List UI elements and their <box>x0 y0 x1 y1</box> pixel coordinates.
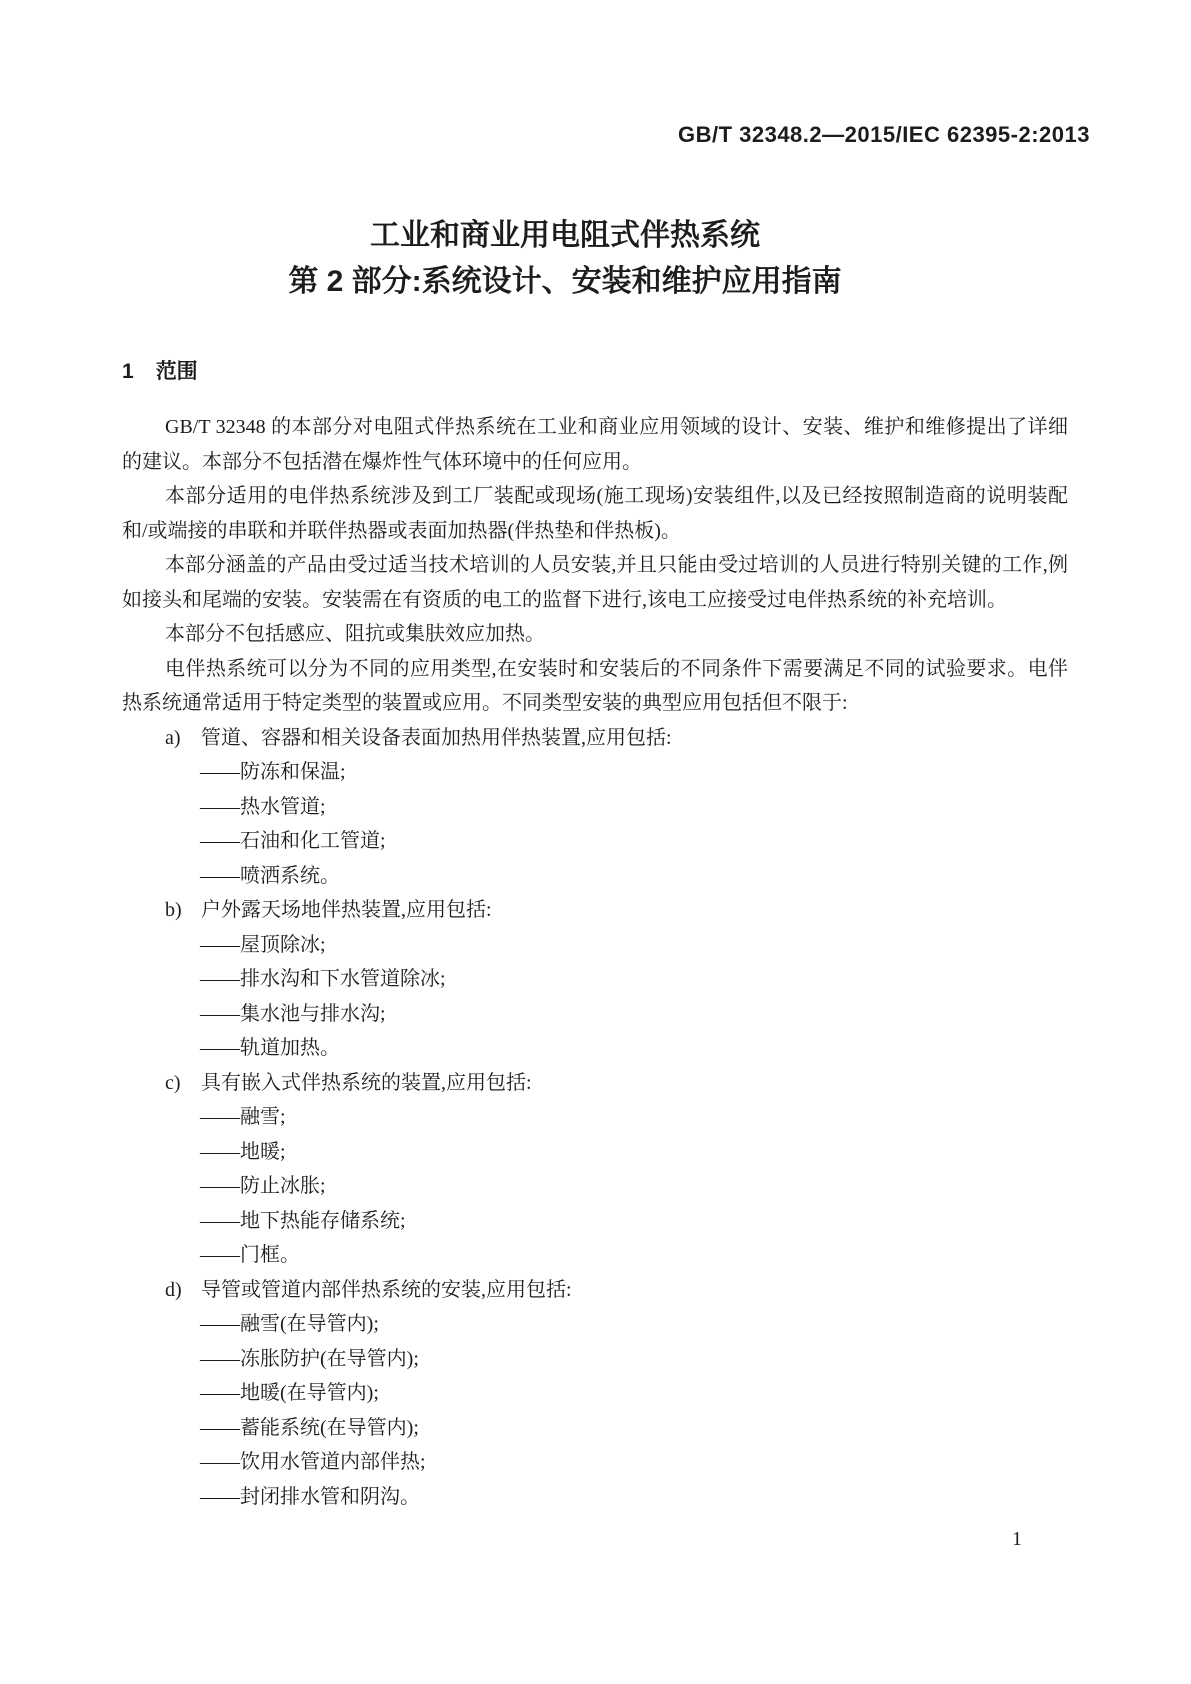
sub-item: ——轨道加热。 <box>200 1037 340 1059</box>
list-item-d-head <box>122 1273 1068 1308</box>
sub-item: ——集水池与排水沟; <box>200 1002 386 1025</box>
list-item-b-head <box>122 893 1068 928</box>
list-item-a <box>122 721 1068 894</box>
sub-item: ——地暖(在导管内); <box>200 1382 379 1404</box>
sub-item: ——喷洒系统。 <box>200 864 340 887</box>
list-item-b-label: b) <box>165 899 182 921</box>
title-line-1: 工业和商业用电阻式伴热系统 <box>370 219 760 252</box>
sub-item: ——地下热能存储系统; <box>200 1209 406 1232</box>
list-item-d <box>122 1273 1068 1515</box>
standard-number-header: GB/T 32348.2—2015/IEC 62395-2:2013 <box>677 122 1090 147</box>
list-item-c-text: 具有嵌入式伴热系统的装置,应用包括: <box>201 1071 532 1094</box>
sub-item: ——防冻和保温; <box>200 761 346 783</box>
sub-item: ——融雪; <box>200 1106 286 1128</box>
body-text <box>122 410 1068 1514</box>
list-item-b-text: 户外露天场地伴热装置,应用包括: <box>201 899 492 921</box>
paragraph-4: 本部分不包括感应、阻抗或集肤效应加热。 <box>165 623 545 645</box>
page-number: 1 <box>1012 1528 1022 1550</box>
paragraph-5: 电伴热系统可以分为不同的应用类型,在安装时和安装后的不同条件下需要满足不同的试验要求。电伴热系统通常适用于特定类型的装置或应用。不同类型安装的典型应用包括但不限于: <box>122 657 1068 714</box>
paragraph-2: 本部分适用的电伴热系统涉及到工厂装配或现场(施工现场)安装组件,以及已经按照制造商的说明装配和/或端接的串联和并联伴热器或表面加热器(伴热垫和伴热板)。 <box>122 485 1068 542</box>
sub-item: ——封闭排水管和阴沟。 <box>200 1485 420 1508</box>
document-title <box>92 213 1038 305</box>
sub-item: ——排水沟和下水管道除冰; <box>200 968 446 990</box>
sub-item: ——冻胀防护(在导管内); <box>200 1347 419 1370</box>
sub-item: ——门框。 <box>200 1244 300 1266</box>
sub-item: ——蓄能系统(在导管内); <box>200 1416 419 1439</box>
list-item-c <box>122 1066 1068 1273</box>
sub-item: ——屋顶除冰; <box>200 933 326 956</box>
list-item-d-label: d) <box>165 1278 182 1301</box>
list-item-b <box>122 893 1068 1066</box>
list-item-c-head <box>122 1066 1068 1101</box>
sub-item: ——热水管道; <box>200 795 326 818</box>
sub-item: ——防止冰胀; <box>200 1175 326 1197</box>
paragraph-3: 本部分涵盖的产品由受过适当技术培训的人员安装,并且只能由受过培训的人员进行特别关键的工作,例如接头和尾端的安装。安装需在有资质的电工的监督下进行,该电工应接受过电伴热系统的补充培训。 <box>122 554 1068 611</box>
title-line-2: 第 2 部分:系统设计、安装和维护应用指南 <box>288 265 842 298</box>
sub-item: ——地暖; <box>200 1140 286 1163</box>
list-item-a-text: 管道、容器和相关设备表面加热用伴热装置,应用包括: <box>201 726 672 749</box>
list-item-a-head <box>122 721 1068 756</box>
sub-item: ——饮用水管道内部伴热; <box>200 1451 426 1473</box>
section-number: 1 <box>122 360 134 383</box>
list-item-d-text: 导管或管道内部伴热系统的安装,应用包括: <box>201 1278 572 1301</box>
list-item-c-label: c) <box>165 1071 181 1094</box>
sub-item: ——石油和化工管道; <box>200 830 386 852</box>
list-item-a-label: a) <box>165 726 181 749</box>
sub-item: ——融雪(在导管内); <box>200 1313 379 1335</box>
section-1-heading <box>122 355 198 385</box>
paragraph-1: GB/T 32348 的本部分对电阻式伴热系统在工业和商业应用领域的设计、安装、维护和维修提出了详细的建议。本部分不包括潜在爆炸性气体环境中的任何应用。 <box>122 416 1068 473</box>
section-title: 范围 <box>155 360 198 383</box>
